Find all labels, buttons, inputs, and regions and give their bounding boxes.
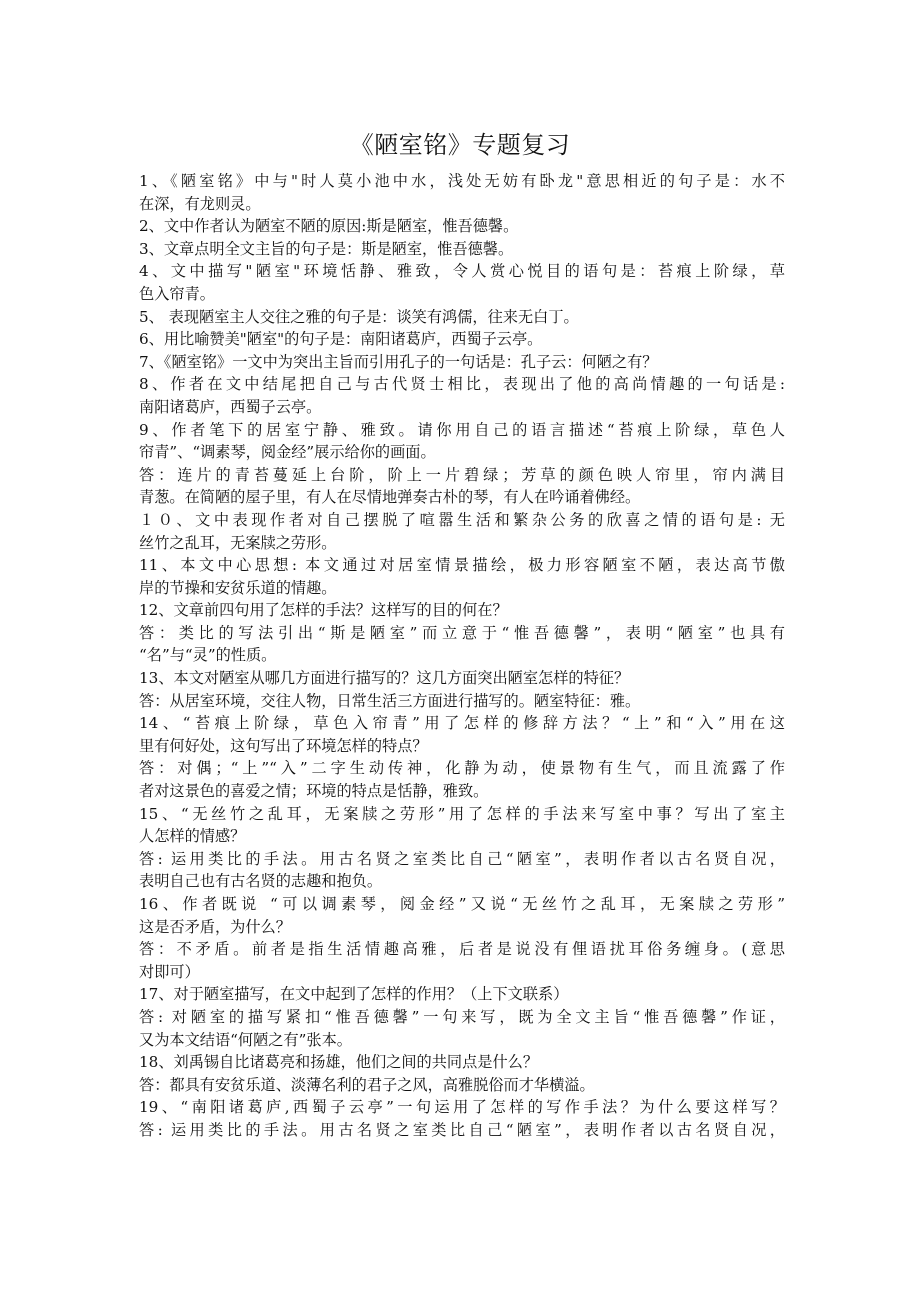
text-line: 3、文章点明全文主旨的句子是：斯是陋室，惟吾德馨。 xyxy=(139,239,514,258)
text-line: 帘青”、“调素琴，阅金经”展示给你的画面。 xyxy=(139,443,436,462)
text-line: 又为本文结语“何陋之有”张本。 xyxy=(139,1030,352,1049)
text-line: 在深，有龙则灵。 xyxy=(139,194,261,213)
text-line: 南阳诸葛庐，西蜀子云亭。 xyxy=(139,397,322,416)
text-line: 答: 对陋室的描写紧扣“惟吾德馨”一句来写，既为全文主旨“惟吾德馨”作证， xyxy=(139,1007,785,1026)
text-line: 19、“南阳诸葛庐,西蜀子云亭”一句运用了怎样的写作手法？为什么要这样写？ xyxy=(139,1098,785,1117)
text-line: 青葱。在简陋的屋子里，有人在尽情地弹奏古朴的琴，有人在吟诵着佛经。 xyxy=(139,488,641,507)
text-line: 答：都具有安贫乐道、淡薄名利的君子之风，高雅脱俗而才华横溢。 xyxy=(139,1075,595,1094)
text-line: 岸的节操和安贫乐道的情趣。 xyxy=(139,578,337,597)
text-line: 12、文章前四句用了怎样的手法？这样写的目的何在？ xyxy=(139,601,508,620)
text-line: 1、《陋室铭》中与"时人莫小池中水，浅处无妨有卧龙"意思相近的句子是：水不 xyxy=(139,172,785,190)
text-line: 人怎样的情感？ xyxy=(139,827,246,846)
text-line: 表明自己也有古名贤的志趣和抱负。 xyxy=(139,872,382,891)
text-line: 者对这景色的喜爱之情；环境的特点是恬静，雅致。 xyxy=(139,782,489,801)
text-line: 17、对于陋室描写，在文中起到了怎样的作用？（上下文联系） xyxy=(139,985,569,1004)
text-line: 14、“苔痕上阶绿，草色入帘青”用了怎样的修辞方法？“上”和“入”用在这 xyxy=(139,714,785,733)
text-line: 4、文中描写"陋室"环境恬静、雅致，令人赏心悦目的语句是：苔痕上阶绿，草 xyxy=(139,262,785,281)
text-line: １０、文中表现作者对自己摆脱了喧嚣生活和繁杂公务的欣喜之情的语句是: 无 xyxy=(139,510,785,529)
document-body xyxy=(139,170,785,1142)
text-line: 答：类比的写法引出“斯是陋室”而立意于“惟吾德馨”，表明“陋室”也具有 xyxy=(139,623,785,642)
text-line: 这是否矛盾，为什么？ xyxy=(139,917,291,936)
text-line: 答：对偶；“上”“入”二字生动传神，化静为动，使景物有生气，而且流露了作 xyxy=(139,759,785,778)
text-line: 8、作者在文中结尾把自己与古代贤士相比，表现出了他的高尚情趣的一句话是: xyxy=(139,375,785,394)
text-line: 答：从居室环境，交往人物，日常生活三方面进行描写的。陋室特征：雅。 xyxy=(139,691,641,710)
text-line: 11、本文中心思想: 本文通过对居室情景描绘，极力形容陋室不陋，表达高节傲 xyxy=(139,556,785,575)
text-line: 答：不矛盾。前者是指生活情趣高雅，后者是说没有俚语扰耳俗务缠身。(意思 xyxy=(139,940,785,959)
text-line: 15、“无丝竹之乱耳，无案牍之劳形”用了怎样的手法来写室中事？写出了室主 xyxy=(139,804,785,823)
text-line: 丝竹之乱耳，无案牍之劳形。 xyxy=(139,533,337,552)
text-line: 13、本文对陋室从哪几方面进行描写的？这几方面突出陋室怎样的特征？ xyxy=(139,669,630,688)
text-line: 对即可） xyxy=(139,962,200,981)
text-line: “名”与“灵”的性质。 xyxy=(139,646,277,665)
document-title: 《陋室铭》专题复习 xyxy=(349,131,571,159)
text-line: 18、刘禹锡自比诸葛亮和扬雄，他们之间的共同点是什么？ xyxy=(139,1053,539,1072)
text-line: 5、 表现陋室主人交往之雅的句子是：谈笑有鸿儒，往来无白丁。 xyxy=(139,307,579,326)
text-line: 答：连片的青苔蔓延上台阶，阶上一片碧绿；芳草的颜色映人帘里，帘内满目 xyxy=(139,465,785,484)
text-line: 里有何好处，这句写出了环境怎样的特点？ xyxy=(139,736,428,755)
text-line: 答: 运用类比的手法。用古名贤之室类比自己“陋室”，表明作者以古名贤自况， xyxy=(139,849,785,868)
text-line: 16、作者既说 “可以调素琴，阅金经”又说“无丝竹之乱耳，无案牍之劳形” xyxy=(139,895,785,913)
text-line: 色入帘青。 xyxy=(139,284,215,303)
text-line: 7、《陋室铭》一文中为突出主旨而引用孔子的一句话是：孔子云：何陋之有？ xyxy=(139,352,658,371)
text-line: 6、用比喻赞美"陋室"的句子是：南阳诸葛庐，西蜀子云亭。 xyxy=(139,330,543,349)
text-line: 2、文中作者认为陋室不陋的原因:斯是陋室，惟吾德馨。 xyxy=(139,217,519,236)
text-line: 答: 运用类比的手法。用古名贤之室类比自己“陋室”，表明作者以古名贤自况， xyxy=(139,1120,785,1139)
text-line: 9、作者笔下的居室宁静、雅致。请你用自己的语言描述“苔痕上阶绿，草色人 xyxy=(139,420,785,439)
